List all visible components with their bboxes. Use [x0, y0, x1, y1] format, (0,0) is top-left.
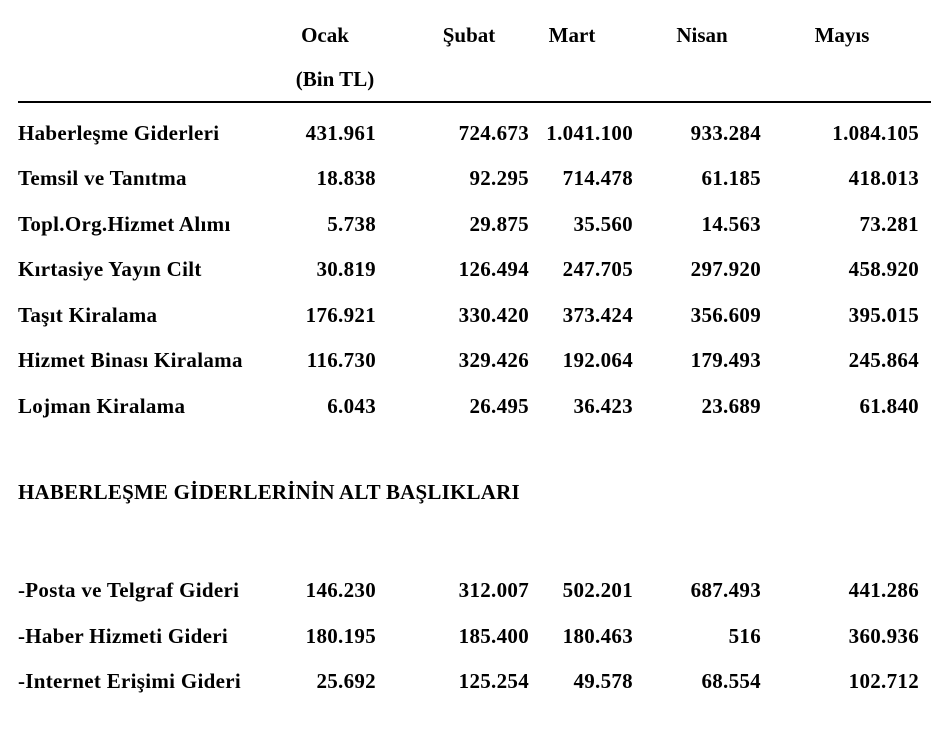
row-label: Taşıt Kiralama [18, 302, 158, 327]
cell-value: 933.284 [690, 120, 761, 145]
row-label: Topl.Org.Hizmet Alımı [18, 211, 231, 236]
cell-value: 330.420 [458, 302, 529, 327]
cell-value: 247.705 [562, 257, 633, 281]
cell-value: 68.554 [701, 669, 761, 693]
cell-value: 458.920 [848, 257, 919, 281]
header-spacer [390, 58, 931, 102]
cell-value: 395.015 [848, 302, 919, 327]
header-spacer [18, 58, 290, 102]
cell-value: 714.478 [562, 166, 633, 190]
cell-value: 61.840 [859, 393, 919, 418]
table-row [18, 375, 931, 421]
row-label: -Posta ve Telgraf Gideri [18, 578, 240, 602]
cell-value: 14.563 [701, 211, 761, 236]
table-row [18, 651, 931, 697]
table-row [18, 284, 931, 330]
cell-value: 418.013 [848, 166, 919, 190]
cell-value: 125.254 [458, 669, 529, 693]
row-label: Kırtasiye Yayın Cilt [18, 257, 202, 281]
section-heading: HABERLEŞME GİDERLERİNİN ALT BAŞLIKLARI [18, 479, 520, 504]
cell-value: 179.493 [690, 348, 761, 372]
cell-value: 26.495 [469, 393, 529, 418]
cell-value: 356.609 [690, 302, 761, 327]
cell-value: 23.689 [701, 393, 761, 418]
cell-value: 180.195 [305, 623, 376, 648]
subcategory-table [18, 560, 931, 697]
column-header-subat: Şubat [442, 22, 496, 47]
row-label: Temsil ve Tanıtma [18, 166, 187, 190]
header-spacer [18, 12, 290, 58]
table-row [18, 102, 931, 148]
table-row [18, 239, 931, 285]
row-label: -Haber Hizmeti Gideri [18, 623, 229, 648]
cell-value: 126.494 [458, 257, 529, 281]
table-header-row [18, 12, 931, 58]
column-header-mart: Mart [548, 22, 596, 47]
unit-label: (Bin TL) [290, 58, 390, 102]
cell-value: 73.281 [859, 211, 919, 236]
cell-value: 92.295 [469, 166, 529, 190]
cell-value: 176.921 [305, 302, 376, 327]
column-header-mayis: Mayıs [814, 22, 870, 47]
table-row [18, 148, 931, 194]
row-label: Haberleşme Giderleri [18, 120, 220, 145]
cell-value: 441.286 [848, 578, 919, 602]
cell-value: 687.493 [690, 578, 761, 602]
cell-value: 329.426 [458, 348, 529, 372]
column-header-ocak: Ocak [301, 22, 349, 47]
table-unit-row [18, 58, 931, 102]
cell-value: 502.201 [562, 578, 633, 602]
cell-value: 30.819 [316, 257, 376, 281]
cell-value: 5.738 [327, 211, 376, 236]
cell-value: 516 [728, 623, 761, 648]
cell-value: 146.230 [305, 578, 376, 602]
cell-value: 18.838 [316, 166, 376, 190]
cell-value: 373.424 [562, 302, 633, 327]
column-header-nisan: Nisan [676, 22, 728, 47]
cell-value: 116.730 [306, 348, 376, 372]
cell-value: 102.712 [848, 669, 919, 693]
row-label: Lojman Kiralama [18, 393, 186, 418]
cell-value: 49.578 [573, 669, 633, 693]
cell-value: 1.084.105 [832, 120, 919, 145]
table-row [18, 330, 931, 376]
cell-value: 724.673 [458, 120, 529, 145]
cell-value: 36.423 [573, 393, 633, 418]
cell-value: 35.560 [573, 211, 633, 236]
cell-value: 1.041.100 [546, 120, 633, 145]
row-label: Hizmet Binası Kiralama [18, 348, 243, 372]
cell-value: 245.864 [848, 348, 919, 372]
cell-value: 431.961 [305, 120, 376, 145]
cell-value: 25.692 [316, 669, 376, 693]
cell-value: 360.936 [848, 623, 919, 648]
table-row [18, 560, 931, 606]
cell-value: 297.920 [690, 257, 761, 281]
cell-value: 61.185 [701, 166, 761, 190]
row-label: -Internet Erişimi Gideri [18, 669, 241, 693]
cell-value: 29.875 [469, 211, 529, 236]
table-row [18, 193, 931, 239]
cell-value: 180.463 [562, 623, 633, 648]
cell-value: 185.400 [458, 623, 529, 648]
cell-value: 312.007 [458, 578, 529, 602]
cell-value: 6.043 [327, 393, 376, 418]
expense-summary-table [18, 12, 931, 421]
table-row [18, 605, 931, 651]
cell-value: 192.064 [562, 348, 633, 372]
